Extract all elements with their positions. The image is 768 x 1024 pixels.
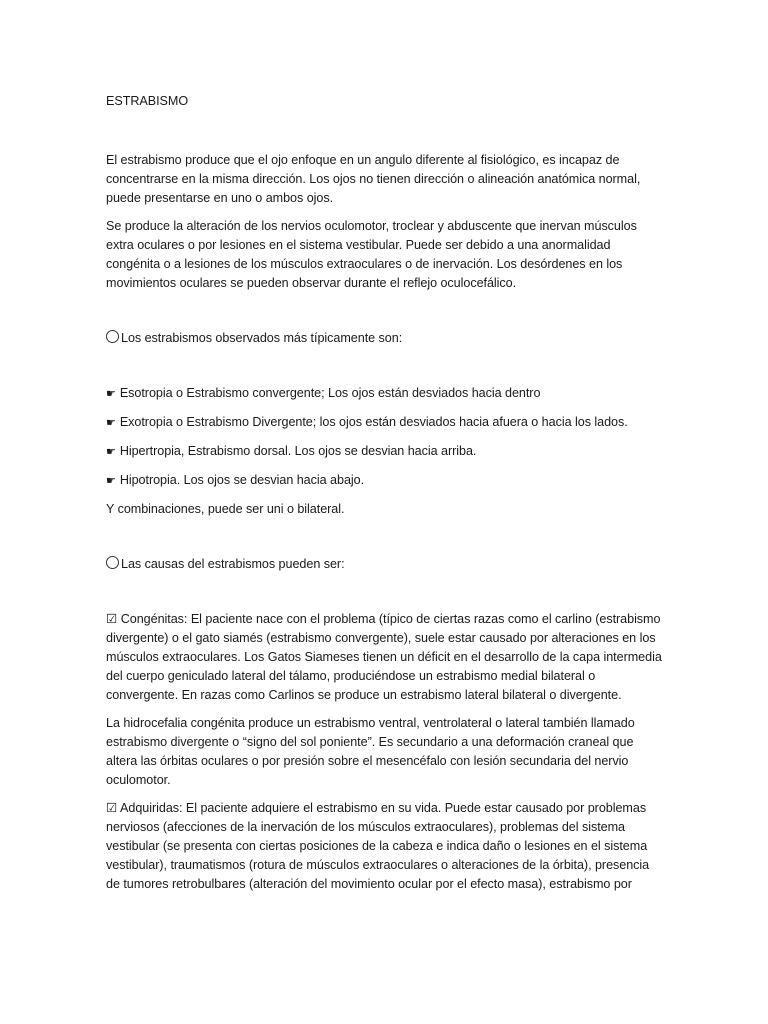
list-item-text: Esotropia o Estrabismo convergente; Los ojos están desviados hacia dentro: [119, 386, 541, 400]
congenitas-paragraph: [106, 610, 666, 705]
list-item: [106, 471, 666, 490]
pointing-hand-icon: ☛: [106, 474, 116, 487]
section-causes-heading: [106, 555, 666, 574]
list-item-text: Hipertropia, Estrabismo dorsal. Los ojos se desvian hacia arriba.: [119, 444, 477, 458]
section-causes-heading-text: Las causas del estrabismos pueden ser:: [121, 557, 345, 571]
cause-paragraph: Se produce la alteración de los nervios oculomotor, troclear y abduscente que inervan músculos extra oculares o por lesiones en el sistema vestibular. Puede ser debido a una anormalidad congénita o a lesiones de los músculos extraoculares o de inervación. Los desórdenes en los movimientos oculares se pueden observar durante el reflejo oculocefálico.: [106, 219, 637, 290]
congenitas-text: Congénitas: El paciente nace con el problema (típico de ciertas razas como el carlino (estrabismo divergente) o el gato siamés (estrabismo convergente), suele estar causado por alteraciones en los músculos extraoculares. Los Gatos Siameses tienen un déficit en el desarrollo de la capa intermedia del cuerpo geniculado lateral del tálamo, produciéndose un estrabismo medial bilateral o convergente. En razas como Carlinos se produce un estrabismo lateral bilateral o divergente.: [106, 612, 662, 702]
document-title: ESTRABISMO: [106, 94, 189, 108]
adquiridas-paragraph: [106, 799, 666, 894]
list-item: [106, 413, 666, 432]
list-item-text: Hipotropia. Los ojos se desvian hacia abajo.: [119, 473, 365, 487]
hidrocefalia-paragraph: La hidrocefalia congénita produce un estrabismo ventral, ventrolateral o lateral también llamado estrabismo divergente o “signo del sol poniente”. Es secundario a una deformación craneal que altera las órbitas oculares o por presión sobre el mesencéfalo con lesión secundaria del nervio oculomotor.: [106, 716, 635, 787]
pointing-hand-icon: ☛: [106, 387, 116, 400]
document-page: [106, 92, 666, 894]
checkbox-icon: ☑: [106, 612, 118, 626]
list-item: [106, 442, 666, 461]
intro-paragraph: El estrabismo produce que el ojo enfoque en un angulo diferente al fisiológico, es incapaz de concentrarse en la misma dirección. Los ojos no tienen dirección o alineación anatómica normal, puede presentarse en uno o ambos ojos.: [106, 153, 641, 205]
list-item-text: Exotropia o Estrabismo Divergente; los ojos están desviados hacia afuera o hacia los lados.: [119, 415, 628, 429]
adquiridas-text: Adquiridas: El paciente adquiere el estrabismo en su vida. Puede estar causado por problemas nerviosos (afecciones de la inervación de los músculos extraoculares), problemas del sistema vestibular (se presenta con ciertas posiciones de la cabeza e indica daño o lesiones en el sistema vestibular), traumatismos (rotura de músculos extraoculares o alteraciones de la órbita), presencia de tumores retrobulbares (alteración del movimiento ocular por el efecto masa), estrabismo por: [106, 801, 650, 891]
combinations-text: Y combinaciones, puede ser uni o bilateral.: [106, 502, 345, 516]
checkbox-icon: ☑: [106, 801, 118, 815]
pointing-hand-icon: ☛: [106, 445, 116, 458]
section-types-heading-text: Los estrabismos observados más típicamente son:: [121, 331, 403, 345]
section-types-heading: [106, 329, 666, 348]
circle-bullet-icon: [106, 330, 119, 343]
list-item: [106, 384, 666, 403]
pointing-hand-icon: ☛: [106, 416, 116, 429]
circle-bullet-icon: [106, 556, 119, 569]
